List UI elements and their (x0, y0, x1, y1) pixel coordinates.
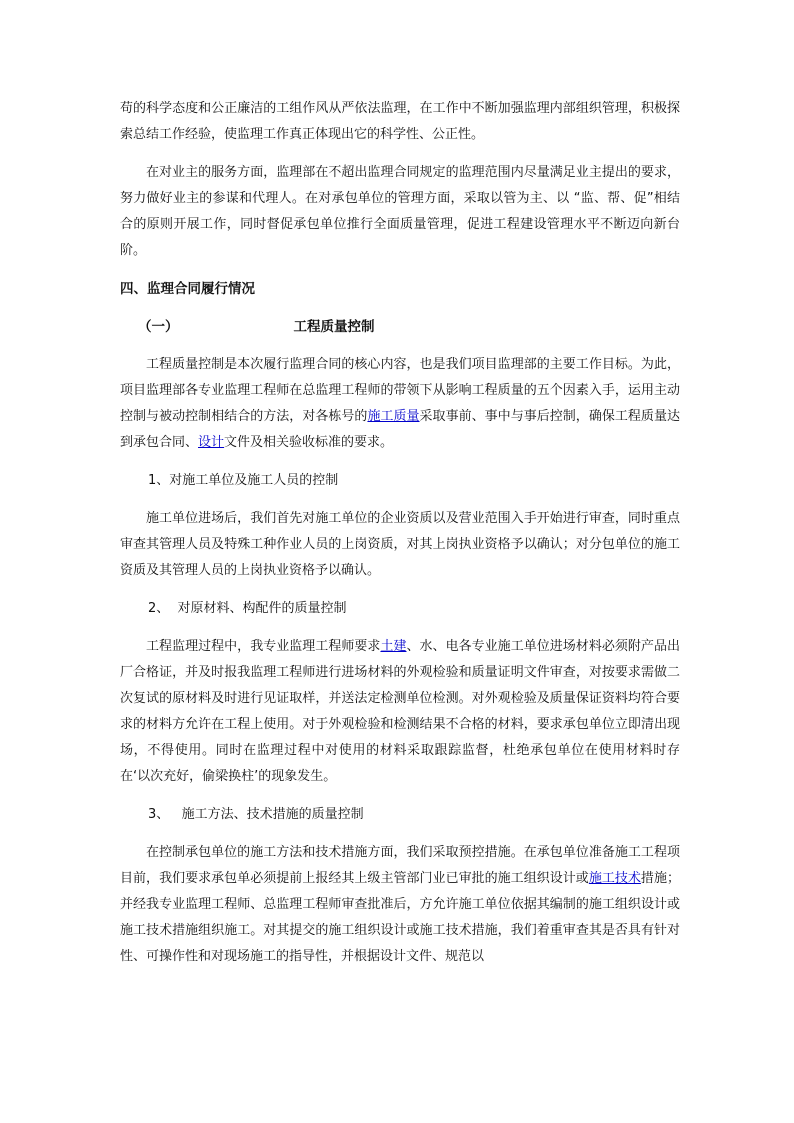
section-heading-contract-performance: 四、监理合同履行情况 (120, 281, 255, 297)
item3-paragraph (120, 840, 680, 970)
subsection-heading-quality-control (120, 314, 680, 340)
item3-text-part1: 在控制承包单位的施工方法和技术措施方面，我们采取预控措施。在承包单位准备施工工程项目前，我们要求承包单必须提前上报经其上级主管部门业已审批的施工组织设计或 (120, 845, 680, 886)
subsection-number: （一） (138, 319, 179, 335)
item3-heading: 3、 施工方法、技术措施的质量控制 (148, 807, 364, 822)
item3-text-part2: 措施；并经我专业监理工程师、总监理工程师审查批准后，方允许施工单位依据其编制的施工组织设计或施工技术措施组织施工。对其提交的施工组织设计或施工技术措施，我们着重审查其是否具有针对性、可操作性和对现场施工的指导性，并根据设计文件、规范以 (120, 871, 680, 964)
quality-text-part2: 采取事前、事中与事后控制，确保工程质量达到承包合同、 (120, 409, 680, 450)
document-body (120, 96, 680, 982)
item2-text-part1: 工程监理过程中，我专业监理工程师要求 (146, 639, 381, 654)
item2-heading: 2、 对原材料、构配件的质量控制 (148, 601, 347, 616)
construction-quality-link[interactable]: 施工质量 (367, 409, 420, 424)
quality-control-paragraph (120, 352, 680, 456)
item2-paragraph (120, 634, 680, 790)
item1-heading: 1、对施工单位及施工人员的控制 (148, 473, 339, 488)
service-paragraph: 在对业主的服务方面，监理部在不超出监理合同规定的监理范围内尽量满足业主提出的要求，努力做好业主的参谋和代理人。在对承包单位的管理方面，采取以管为主、以 “监、帮、促”相结合的原则开展工作，同时督促承包单位推行全面质量管理，促进工程建设管理水平不断迈向新台阶。 (120, 165, 680, 258)
quality-text-part3: 文件及相关验收标准的要求。 (224, 435, 394, 450)
civil-works-link[interactable]: 土建 (380, 639, 407, 654)
design-link[interactable]: 设计 (198, 435, 225, 450)
item2-text-part2: 、水、电各专业施工单位进场材料必须附产品出厂合格证，并及时报我监理工程师进行进场材料的外观检验和质量证明文件审查，对按要求需做二次复试的原材料及时进行见证取样，并送法定检测单位检测。对外观检验及质量保证资料均符合要求的材料方允许在工程上使用。对于外观检验和检测结果不合格的材料，要求承包单位立即清出现场，不得使用。同时在监理过程中对使用的材料采取跟踪监督，杜绝承包单位在使用材料时存在‘以次充好，偷梁换柱’的现象发生。 (120, 639, 680, 784)
construction-technology-link[interactable]: 施工技术 (588, 871, 641, 886)
intro-paragraph: 苟的科学态度和公正廉洁的工组作风从严依法监理，在工作中不断加强监理内部组织管理，积极探索总结工作经验，使监理工作真正体现出它的科学性、公正性。 (120, 101, 680, 142)
item1-paragraph: 施工单位进场后，我们首先对施工单位的企业资质以及营业范围入手开始进行审查，同时重点审查其管理人员及特殊工种作业人员的上岗资质，对其上岗执业资格予以确认；对分包单位的施工资质及其管理人员的上岗执业资格予以确认。 (120, 511, 680, 578)
quality-text-part1: 工程质量控制是本次履行监理合同的核心内容，也是我们项目监理部的主要工作目标。为此，项目监理部各专业监理工程师在总监理工程师的带领下从影响工程质量的五个因素入手，运用主动控制与被动控制相结合的方法，对各栋号的 (120, 357, 680, 424)
subsection-title: 工程质量控制 (293, 319, 375, 335)
